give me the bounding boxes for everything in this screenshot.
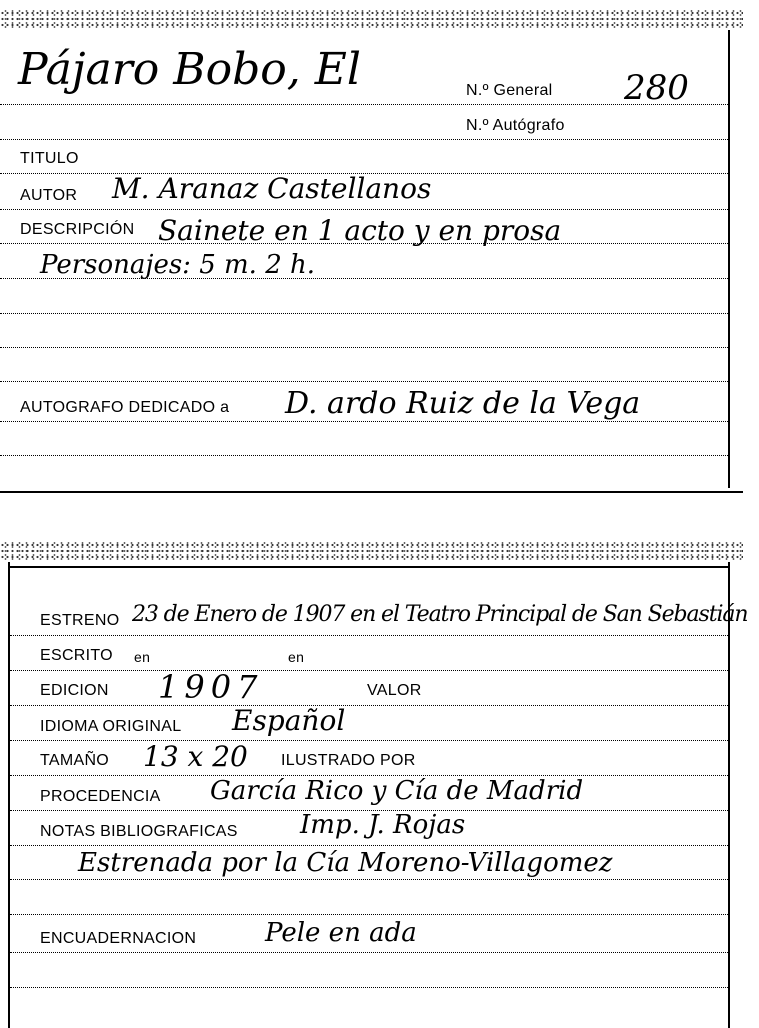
card-top-speckle-edge: [0, 542, 743, 560]
card-top-speckle-edge: [0, 10, 743, 28]
rule: [10, 845, 730, 846]
idioma-label: IDIOMA ORIGINAL: [40, 718, 182, 735]
escrito-en-2: en: [288, 649, 305, 665]
autor-value: M. Aranaz Castellanos: [112, 172, 432, 205]
notas-line2: Estrenada por la Cía Moreno-Villagomez: [78, 848, 613, 878]
rule: [0, 455, 730, 456]
edicion-label: EDICION: [40, 682, 109, 699]
idioma-value: Español: [232, 704, 346, 737]
rule: [10, 952, 730, 953]
procedencia-label: PROCEDENCIA: [40, 788, 161, 805]
autografo-label: AUTOGRAFO DEDICADO a: [20, 399, 230, 416]
catalog-card-top: [0, 0, 743, 494]
rule: [0, 209, 730, 210]
title-handwritten: Pájaro Bobo, El: [18, 44, 361, 95]
escrito-label: ESCRITO: [40, 647, 113, 664]
notas-value: Imp. J. Rojas: [300, 810, 466, 840]
rule: [0, 381, 730, 382]
rule: [0, 243, 730, 244]
encuadernacion-value: Pele en ada: [265, 918, 417, 948]
card-border-right: [728, 562, 730, 1028]
titulo-label: TITULO: [20, 150, 79, 167]
tamano-label: TAMAÑO: [40, 752, 110, 769]
autor-label: AUTOR: [20, 187, 78, 204]
n-general-value: 280: [624, 68, 689, 108]
descripcion-label: DESCRIPCIÓN: [20, 221, 135, 238]
n-autografo-label: N.º Autógrafo: [466, 117, 565, 134]
card-border-left: [8, 562, 10, 1028]
rule: [10, 879, 730, 880]
card-bottom-edge: [0, 491, 743, 493]
rule: [10, 635, 730, 636]
rule: [0, 278, 730, 279]
rule: [0, 104, 730, 105]
procedencia-value: García Rico y Cía de Madrid: [210, 776, 584, 806]
edicion-value: 1907: [158, 668, 264, 706]
card-top-edge: [8, 566, 730, 568]
encuadernacion-label: ENCUADERNACION: [40, 930, 197, 947]
tamano-value: 13 x 20: [143, 740, 248, 773]
descripcion-value: Sainete en 1 acto y en prosa: [158, 214, 562, 247]
rule: [10, 914, 730, 915]
rule: [10, 740, 730, 741]
estreno-label: ESTRENO: [40, 612, 120, 629]
rule: [0, 313, 730, 314]
rule: [0, 421, 730, 422]
valor-label: VALOR: [367, 682, 422, 699]
estreno-value: 23 de Enero de 1907 en el Teatro Principal de San Sebastián: [132, 602, 748, 627]
n-general-label: N.º General: [466, 82, 553, 99]
escrito-en-1: en: [134, 649, 151, 665]
rule: [0, 139, 730, 140]
rule: [10, 670, 730, 671]
rule: [10, 705, 730, 706]
autografo-value: D. ardo Ruiz de la Vega: [285, 386, 641, 421]
rule: [10, 987, 730, 988]
notas-label: NOTAS BIBLIOGRAFICAS: [40, 823, 238, 840]
catalog-card-bottom: [0, 540, 748, 1028]
descripcion-line2: Personajes: 5 m. 2 h.: [40, 250, 316, 280]
ilustrado-label: ILUSTRADO POR: [281, 752, 416, 769]
rule: [0, 347, 730, 348]
card-border-right: [728, 30, 730, 488]
